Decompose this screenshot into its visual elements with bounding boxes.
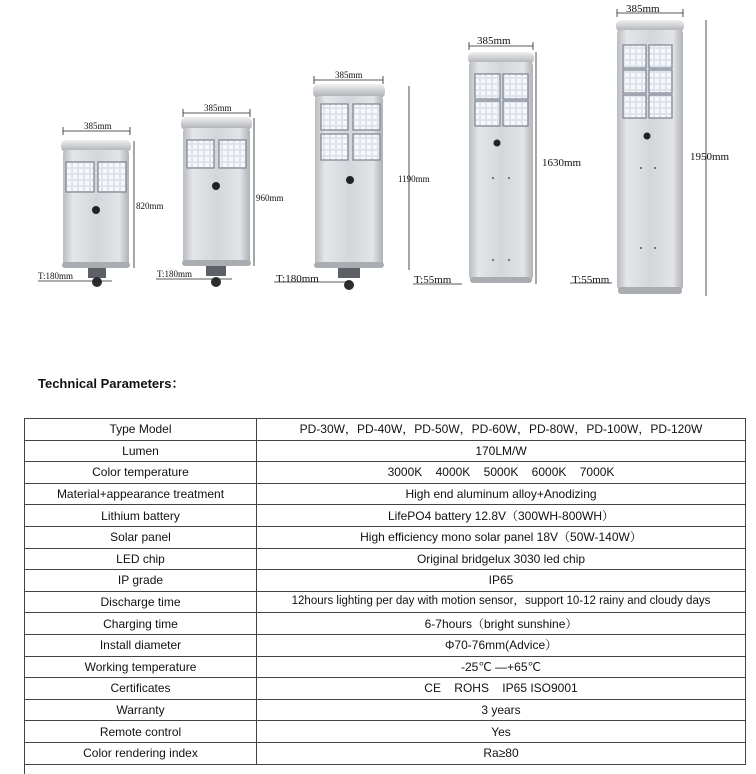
param-value: PD-30W，PD-40W，PD-50W，PD-60W，PD-80W，PD-100W，PD-120W [257, 419, 746, 441]
param-value: Original bridgelux 3030 led chip [257, 548, 746, 570]
lamp-4-thickness-label: T:55mm [414, 274, 452, 286]
lamp-5-width-label: 385mm [626, 3, 660, 15]
table-row [25, 721, 746, 743]
param-name: Lumen [25, 440, 257, 462]
lamp-2-thickness-label: T:180mm [157, 269, 193, 279]
lamp-5-height-label: 1950mm [690, 151, 730, 163]
param-value: CE ROHS IP65 ISO9001 [257, 678, 746, 700]
param-value: 3 years [257, 699, 746, 721]
table-row [25, 440, 746, 462]
param-value: High end aluminum alloy+Anodizing [257, 483, 746, 505]
param-name: Charging time [25, 613, 257, 635]
param-name: Warranty [25, 699, 257, 721]
param-name: Color temperature [25, 462, 257, 484]
table-continuation-line [24, 765, 25, 774]
lamp-4-height-label: 1630mm [542, 157, 582, 169]
technical-parameters-heading: Technical Parameters： [38, 376, 185, 391]
param-value: 170LM/W [257, 440, 746, 462]
param-value: LifePO4 battery 12.8V（300WH-800WH） [257, 505, 746, 527]
table-row [25, 634, 746, 656]
table-row [25, 483, 746, 505]
lamp-5-thickness-label: T:55mm [572, 274, 610, 286]
param-name: Type Model [25, 419, 257, 441]
table-row [25, 678, 746, 700]
lamp-1-thickness-label: T:180mm [38, 271, 74, 281]
lamp-3-thickness-label: T:180mm [276, 273, 319, 285]
param-value: Φ70-76mm(Advice） [257, 634, 746, 656]
table-row [25, 591, 746, 613]
lamp-2-height-label: 960mm [256, 193, 284, 203]
param-name: IP grade [25, 570, 257, 592]
param-value: High efficiency mono solar panel 18V（50W-140W） [257, 526, 746, 548]
lamp-1-height-label: 820mm [136, 201, 164, 211]
param-name: LED chip [25, 548, 257, 570]
param-name: Lithium battery [25, 505, 257, 527]
table-row [25, 613, 746, 635]
param-name: Remote control [25, 721, 257, 743]
param-name: Material+appearance treatment [25, 483, 257, 505]
lamp-4 [413, 35, 582, 286]
param-name: Discharge time [25, 591, 257, 613]
lamp-4-width-label: 385mm [477, 35, 511, 47]
table-row [25, 419, 746, 441]
param-name: Install diameter [25, 634, 257, 656]
technical-parameters-table [24, 418, 746, 765]
param-value: Ra≥80 [257, 742, 746, 764]
param-value: 6-7hours（bright sunshine） [257, 613, 746, 635]
param-value: IP65 [257, 570, 746, 592]
param-name: Solar panel [25, 526, 257, 548]
table-row [25, 656, 746, 678]
lamp-1-width-label: 385mm [84, 121, 112, 131]
lamp-3-height-label: 1190mm [398, 174, 430, 184]
param-value: Yes [257, 721, 746, 743]
table-row [25, 526, 746, 548]
lamp-3-width-label: 385mm [335, 70, 363, 80]
lamp-1 [38, 121, 164, 287]
lamp-2-width-label: 385mm [204, 103, 232, 113]
param-value: -25℃ —+65℃ [257, 656, 746, 678]
param-value: 3000K 4000K 5000K 6000K 7000K [257, 462, 746, 484]
table-row [25, 548, 746, 570]
param-name: Color rendering index [25, 742, 257, 764]
table-row [25, 505, 746, 527]
table-row [25, 462, 746, 484]
lamp-2 [156, 103, 284, 287]
param-value: 12hours lighting per day with motion sensor，support 10-12 rainy and cloudy days [257, 591, 746, 613]
table-row [25, 742, 746, 764]
lamp-5 [570, 3, 730, 296]
table-row [25, 699, 746, 721]
table-row [25, 570, 746, 592]
param-name: Working temperature [25, 656, 257, 678]
product-dimension-figure [0, 0, 756, 320]
lamp-3 [274, 70, 430, 290]
param-name: Certificates [25, 678, 257, 700]
